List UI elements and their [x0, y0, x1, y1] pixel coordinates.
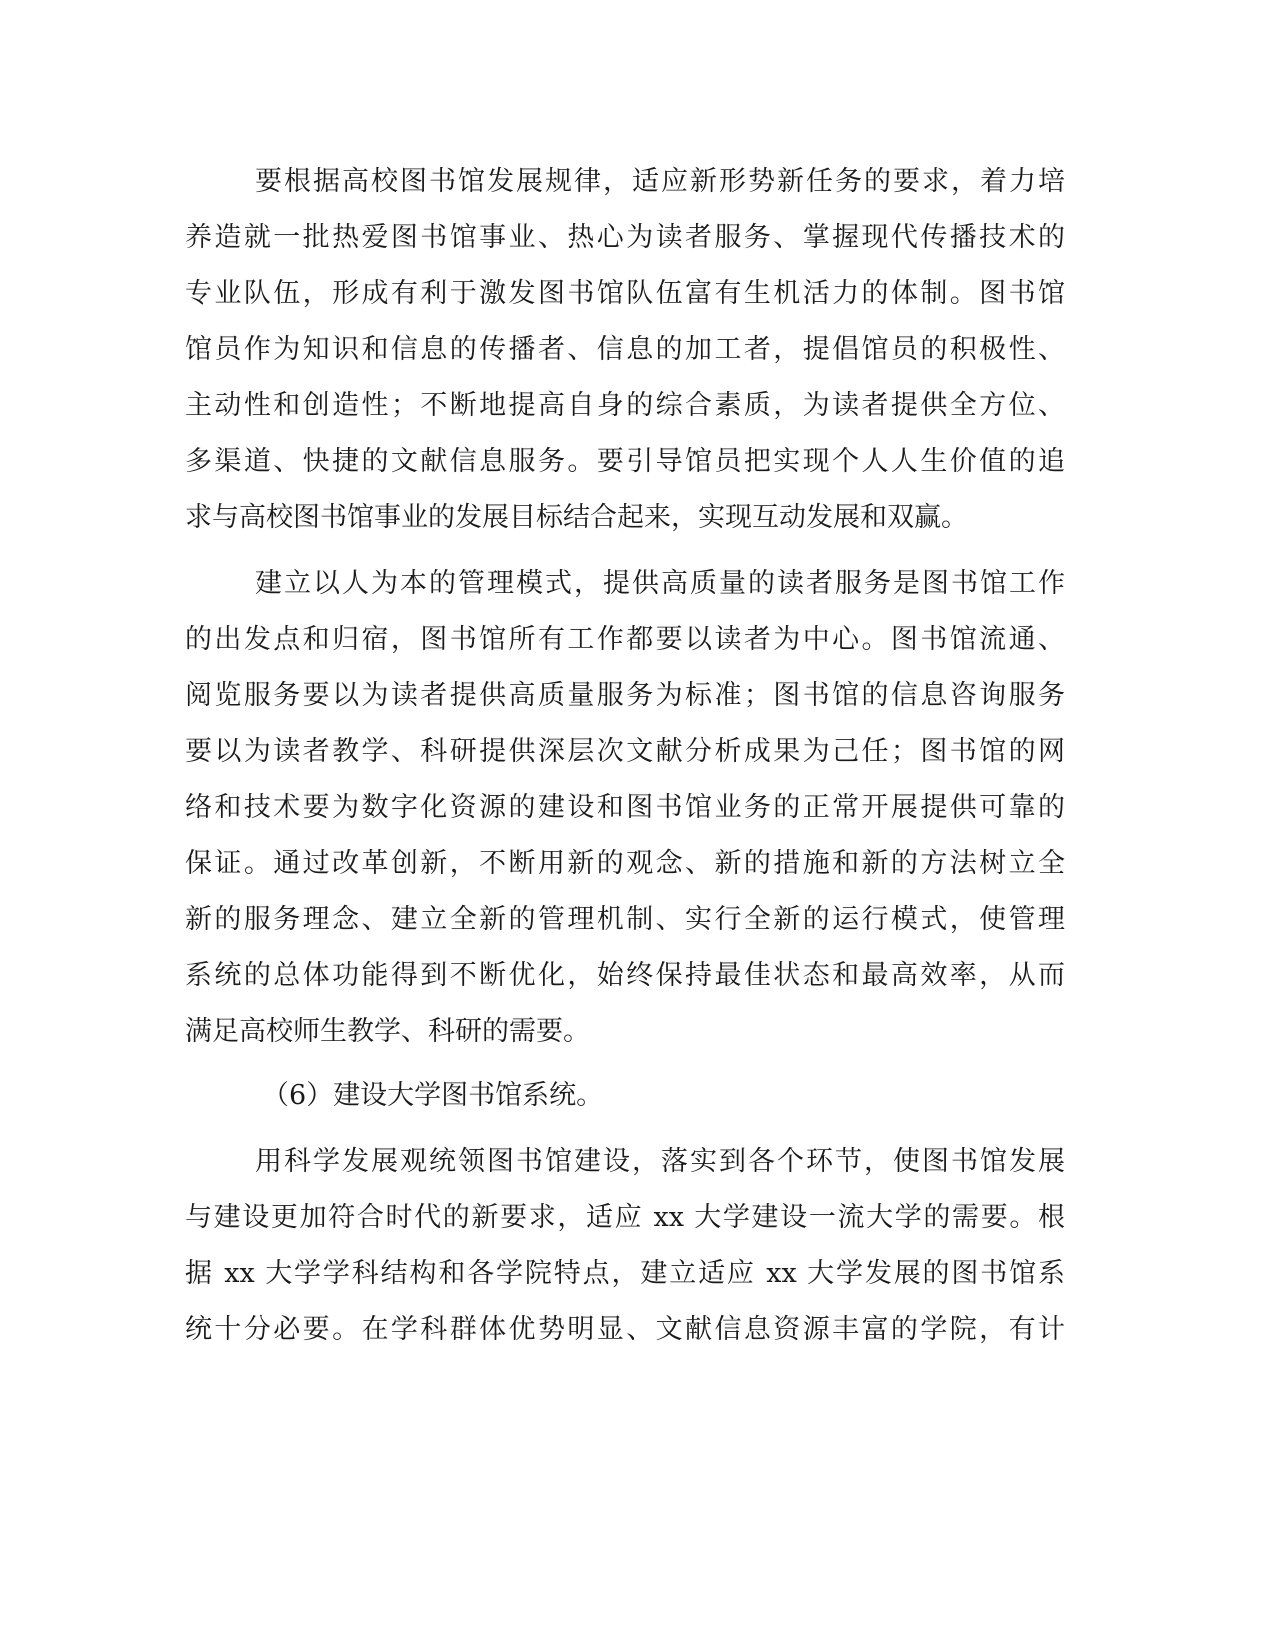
- paragraph-line: 的出发点和归宿，图书馆所有工作都要以读者为中心。图书馆流通、: [185, 624, 1065, 655]
- paragraph-line: 络和技术要为数字化资源的建设和图书馆业务的正常开展提供可靠的: [185, 792, 1065, 823]
- paragraph-line: 求与高校图书馆事业的发展目标结合起来，实现互动发展和双赢。: [185, 502, 968, 533]
- paragraph-line: 保证。通过改革创新，不断用新的观念、新的措施和新的方法树立全: [185, 848, 1065, 879]
- paragraph-line: 满足高校师生教学、科研的需要。: [185, 1016, 590, 1047]
- paragraph-line: 主动性和创造性；不断地提高自身的综合素质，为读者提供全方位、: [185, 390, 1065, 421]
- paragraph-line: 新的服务理念、建立全新的管理机制、实行全新的运行模式，使管理: [185, 904, 1065, 935]
- paragraph-line: 阅览服务要以为读者提供高质量服务为标准；图书馆的信息咨询服务: [185, 680, 1065, 711]
- paragraph-line: 系统的总体功能得到不断优化，始终保持最佳状态和最高效率，从而: [185, 960, 1065, 991]
- paragraph-line: 要以为读者教学、科研提供深层次文献分析成果为己任；图书馆的网: [185, 736, 1065, 767]
- paragraph-line: 据 xx 大学学科结构和各学院特点，建立适应 xx 大学发展的图书馆系: [185, 1258, 1065, 1289]
- paragraph-line: 用科学发展观统领图书馆建设，落实到各个环节，使图书馆发展: [255, 1146, 1065, 1177]
- paragraph-line: 统十分必要。在学科群体优势明显、文献信息资源丰富的学院，有计: [185, 1314, 1065, 1345]
- section-heading: （6）建设大学图书馆系统。: [262, 1080, 604, 1111]
- paragraph-line: 专业队伍，形成有利于激发图书馆队伍富有生机活力的体制。图书馆: [185, 278, 1065, 309]
- paragraph-line: 养造就一批热爱图书馆事业、热心为读者服务、掌握现代传播技术的: [185, 222, 1065, 253]
- paragraph-line: 馆员作为知识和信息的传播者、信息的加工者，提倡馆员的积极性、: [185, 334, 1065, 365]
- paragraph-line: 多渠道、快捷的文献信息服务。要引导馆员把实现个人人生价值的追: [185, 446, 1065, 477]
- paragraph-line: 要根据高校图书馆发展规律，适应新形势新任务的要求，着力培: [255, 166, 1065, 197]
- paragraph-line: 建立以人为本的管理模式，提供高质量的读者服务是图书馆工作: [255, 568, 1065, 599]
- paragraph-line: 与建设更加符合时代的新要求，适应 xx 大学建设一流大学的需要。根: [185, 1202, 1065, 1233]
